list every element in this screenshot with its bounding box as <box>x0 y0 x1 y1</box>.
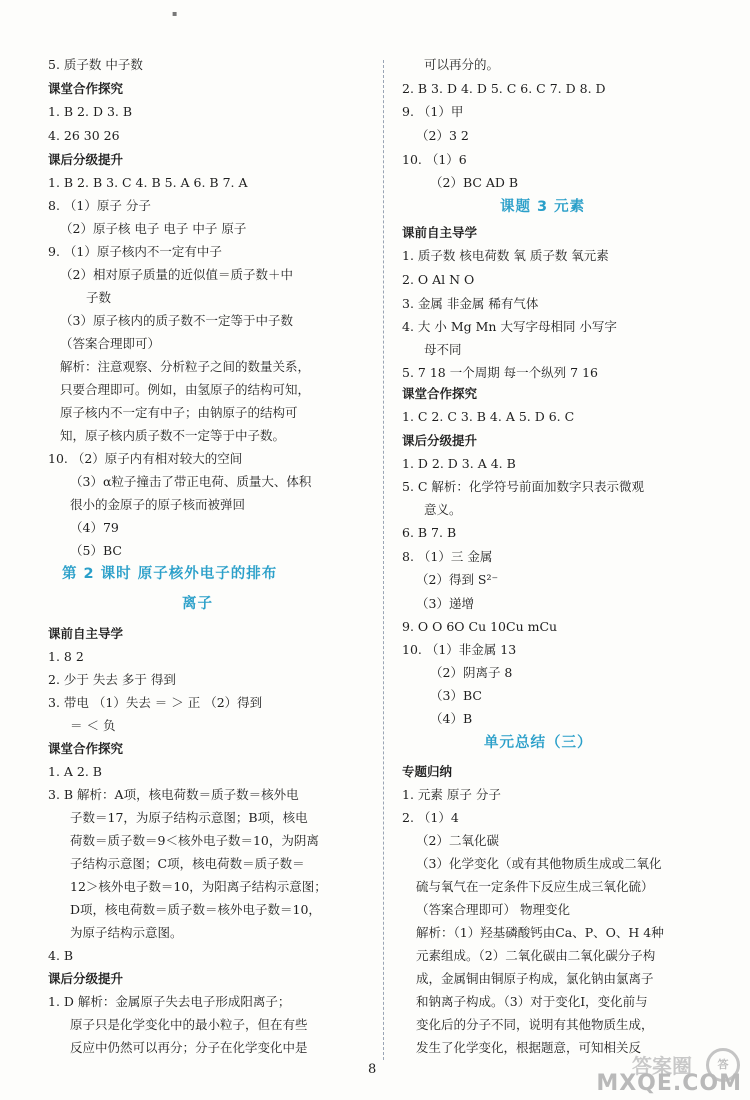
answer-line: 3. 金属 非金属 稀有气体 <box>402 296 539 311</box>
answer-line: （3）递增 <box>416 596 474 611</box>
answer-line: 解析：注意观察、分析粒子之间的数量关系， <box>60 359 311 374</box>
section-heading: 课堂合作探究 <box>48 741 124 756</box>
answer-line: 1. A 2. B <box>48 764 102 779</box>
section-heading: 课前自主导学 <box>48 626 124 641</box>
answer-line: 2. B 3. D 4. D 5. C 6. C 7. D 8. D <box>402 81 606 96</box>
answer-line: （3）BC <box>430 688 482 703</box>
answer-line: 10. （1）6 <box>402 152 467 167</box>
lesson-title: 课题 3 元素 <box>500 199 586 215</box>
answer-line: 子数＝17，为原子结构示意图；B项，核电 <box>70 810 308 825</box>
scan-mark: ▪ <box>172 9 178 18</box>
answer-line: 原子核内不一定有中子；由钠原子的结构可 <box>60 405 298 420</box>
answer-line: 10. （2）原子内有相对较大的空间 <box>48 451 243 466</box>
column-divider <box>383 60 384 1060</box>
lesson-title: 第 2 课时 原子核外电子的排布 <box>62 566 278 582</box>
answer-line: 元素组成。（2）二氧化碳由二氧化碳分子构 <box>416 948 656 963</box>
section-heading: 课后分级提升 <box>48 152 124 167</box>
answer-line: （2）3 2 <box>416 128 469 143</box>
answer-line: 12＞核外电子数＝10，为阳离子结构示意图； <box>70 879 327 894</box>
answer-line: 10. （1）非金属 13 <box>402 642 517 657</box>
section-heading: 课堂合作探究 <box>48 81 124 96</box>
answer-line: 3. B 解析：A项，核电荷数＝质子数＝核外电 <box>48 787 299 802</box>
answer-line: 4. 26 30 26 <box>48 128 120 143</box>
answer-line: 知，原子核内质子数不一定等于中子数。 <box>60 428 286 443</box>
answer-line: 很小的金原子的原子核而被弹回 <box>70 497 246 512</box>
lesson-title: 离子 <box>182 596 213 612</box>
answer-line: D项，核电荷数＝质子数＝核外电子数＝10， <box>70 902 321 917</box>
answer-line: 6. B 7. B <box>402 525 457 540</box>
answer-line: （4）B <box>430 711 473 726</box>
answer-line: 成，金属铜由铜原子构成，氯化钠由氯离子 <box>416 971 654 986</box>
answer-line: （2）二氧化碳 <box>416 833 499 848</box>
answer-line: 硫与氧气在一定条件下反应生成三氧化硫） <box>416 879 654 894</box>
watermark-badge-icon: 答 <box>706 1048 740 1082</box>
answer-line: 9. （1）原子核内不一定有中子 <box>48 244 222 259</box>
page-number: 8 <box>368 1062 377 1077</box>
answer-line: （4）79 <box>70 520 119 535</box>
answer-line: （答案合理即可） <box>60 336 161 351</box>
answer-line: （答案合理即可） 物理变化 <box>416 902 570 917</box>
answer-line: 母不同 <box>424 342 462 357</box>
section-heading: 课后分级提升 <box>48 971 124 986</box>
answer-line: （2）得到 S²⁻ <box>416 572 499 587</box>
section-heading: 专题归纳 <box>402 764 453 779</box>
answer-line: （2）相对原子质量的近似值＝质子数＋中 <box>60 267 293 282</box>
section-heading: 课后分级提升 <box>402 433 478 448</box>
answer-line: 子数 <box>86 290 112 305</box>
answer-line: 3. 带电 （1）失去 ＝ ＞ 正 （2）得到 <box>48 695 263 710</box>
answer-line: 发生了化学变化，根据题意，可知相关反 <box>416 1040 642 1055</box>
answer-line: （2）原子核 电子 电子 中子 原子 <box>60 221 247 236</box>
answer-line: （3）α粒子撞击了带正电荷、质量大、体积 <box>70 474 312 489</box>
answer-line: （5）BC <box>70 543 122 558</box>
answer-line: 1. D 解析：金属原子失去电子形成阳离子； <box>48 994 291 1009</box>
answer-line: （2）阴离子 8 <box>430 665 513 680</box>
answer-line: （3）化学变化（或有其他物质生成或二氧化 <box>416 856 662 871</box>
answer-line: 5. 质子数 中子数 <box>48 57 143 72</box>
lesson-title: 单元总结（三） <box>484 735 593 751</box>
answer-line: 4. B <box>48 948 74 963</box>
watermark-logo <box>596 1048 746 1098</box>
answer-line: 反应中仍然可以再分；分子在化学变化中是 <box>70 1040 308 1055</box>
answer-line: （3）原子核内的质子数不一定等于中子数 <box>60 313 293 328</box>
watermark-text: MXQE.COM <box>596 1071 742 1096</box>
answer-line: 8. （1）三 金属 <box>402 549 493 564</box>
answer-line: 解析：（1）羟基磷酸钙由Ca、P、O、H 4种 <box>416 925 664 940</box>
answer-line: 4. 大 小 Mg Mn 大写字母相同 小写字 <box>402 319 617 334</box>
answer-line: ＝ ＜ 负 <box>70 718 116 733</box>
answer-line: 1. D 2. D 3. A 4. B <box>402 456 516 471</box>
section-heading: 课堂合作探究 <box>402 386 478 401</box>
answer-line: 2. （1）4 <box>402 810 459 825</box>
answer-line: 2. O Al N O <box>402 272 475 287</box>
answer-line: 1. B 2. B 3. C 4. B 5. A 6. B 7. A <box>48 175 248 190</box>
answer-line: 为原子结构示意图。 <box>70 925 183 940</box>
answer-line: 1. B 2. D 3. B <box>48 104 133 119</box>
answer-line: 原子只是化学变化中的最小粒子，但在有些 <box>70 1017 308 1032</box>
answer-line: 9. O O 6O Cu 10Cu mCu <box>402 619 558 634</box>
answer-line: 变化后的分子不同，说明有其他物质生成， <box>416 1017 654 1032</box>
answer-line: 1. C 2. C 3. B 4. A 5. D 6. C <box>402 409 575 424</box>
answer-line: 荷数＝质子数＝9＜核外电子数＝10，为阴离 <box>70 833 319 848</box>
answer-line: 可以再分的。 <box>424 57 500 72</box>
answer-line: 意义。 <box>424 502 462 517</box>
answer-line: 子结构示意图；C项，核电荷数＝质子数＝ <box>70 856 305 871</box>
answer-line: 8. （1）原子 分子 <box>48 198 151 213</box>
section-heading: 课前自主导学 <box>402 225 478 240</box>
answer-line: 1. 元素 原子 分子 <box>402 787 501 802</box>
answer-line: 5. 7 18 一个周期 每一个纵列 7 16 <box>402 365 598 380</box>
answer-line: 1. 8 2 <box>48 649 84 664</box>
watermark-top-text: 答案圈 <box>632 1054 692 1078</box>
answer-line: 只要合理即可。例如，由氢原子的结构可知， <box>60 382 311 397</box>
answer-line: 1. 质子数 核电荷数 氧 质子数 氧元素 <box>402 248 609 263</box>
answer-line: 9. （1）甲 <box>402 104 464 119</box>
answer-line: 2. 少于 失去 多于 得到 <box>48 672 176 687</box>
answer-line: 5. C 解析：化学符号前面加数字只表示微观 <box>402 479 644 494</box>
answer-line: 和钠离子构成。（3）对于变化Ⅰ，变化前与 <box>416 994 648 1009</box>
answer-line: （2）BC AD B <box>430 175 519 190</box>
